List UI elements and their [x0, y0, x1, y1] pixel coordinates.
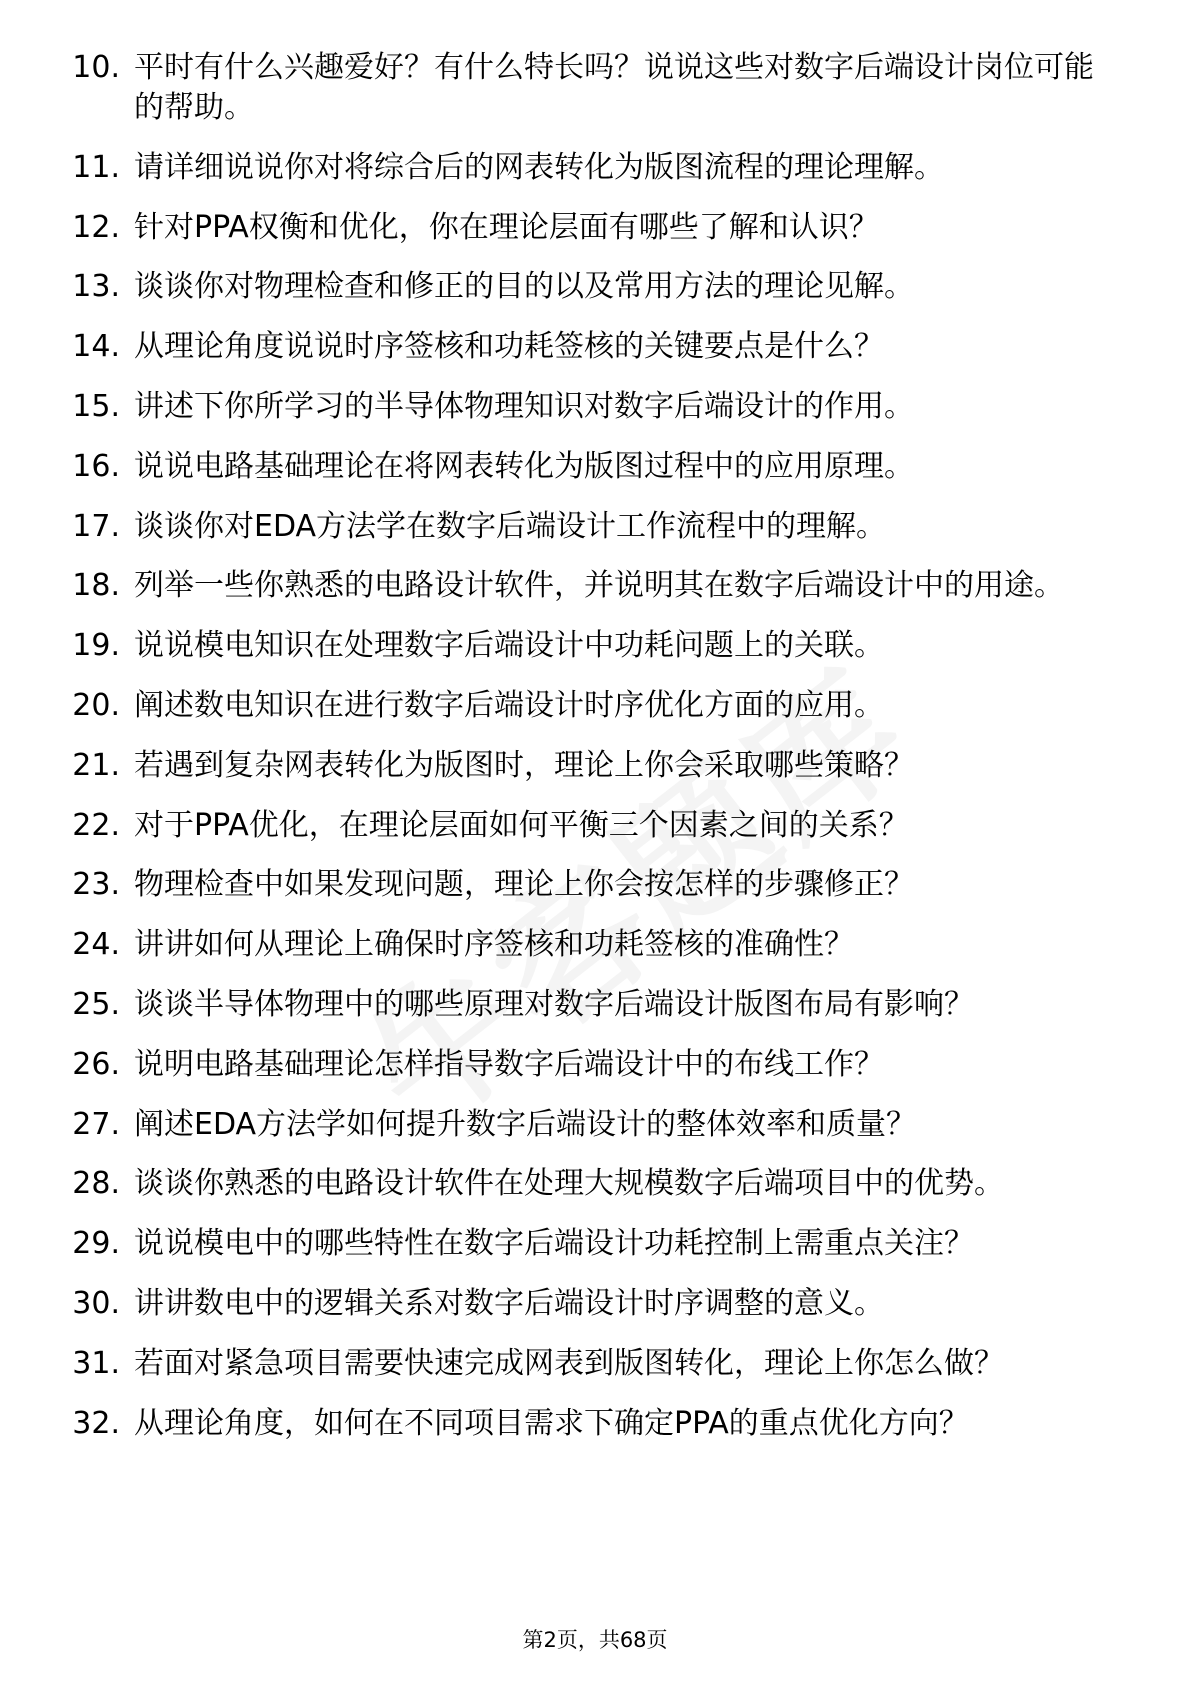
question-item — [52, 447, 1112, 487]
question-text: 说明电路基础理论怎样指导数字后端设计中的布线工作？ — [134, 1046, 884, 1082]
question-number: 15. — [72, 388, 120, 424]
question-item — [52, 925, 1112, 965]
question-number: 23. — [72, 867, 120, 903]
question-item — [52, 985, 1112, 1025]
question-item — [52, 1404, 1112, 1444]
question-text: 对于PPA优化，在理论层面如何平衡三个因素之间的关系？ — [134, 807, 909, 843]
question-item — [52, 746, 1112, 786]
question-list — [52, 48, 1112, 1463]
question-number: 11. — [72, 149, 120, 185]
question-item — [52, 1284, 1112, 1324]
question-number: 26. — [72, 1046, 120, 1082]
question-item — [52, 387, 1112, 427]
question-text: 谈谈半导体物理中的哪些原理对数字后端设计版图布局有影响？ — [134, 986, 974, 1022]
question-text: 针对PPA权衡和优化，你在理论层面有哪些了解和认识？ — [134, 209, 879, 245]
question-item — [52, 865, 1112, 905]
question-item — [52, 148, 1112, 188]
question-number: 30. — [72, 1285, 120, 1321]
question-number: 28. — [72, 1166, 120, 1202]
question-number: 32. — [72, 1405, 120, 1441]
question-item — [52, 48, 1112, 128]
question-number: 18. — [72, 568, 120, 604]
question-text: 物理检查中如果发现问题，理论上你会按怎样的步骤修正？ — [134, 867, 914, 903]
question-text: 谈谈你熟悉的电路设计软件在处理大规模数字后端项目中的优势。 — [134, 1166, 1004, 1202]
question-text: 讲讲如何从理论上确保时序签核和功耗签核的准确性？ — [134, 927, 854, 963]
question-text: 讲讲数电中的逻辑关系对数字后端设计时序调整的意义。 — [134, 1285, 884, 1321]
question-item — [52, 626, 1112, 666]
question-number: 20. — [72, 687, 120, 723]
question-number: 31. — [72, 1345, 120, 1381]
question-text: 说说电路基础理论在将网表转化为版图过程中的应用原理。 — [134, 448, 914, 484]
question-item — [52, 1045, 1112, 1085]
question-number: 21. — [72, 747, 120, 783]
question-item — [52, 1344, 1112, 1384]
question-text: 阐述数电知识在进行数字后端设计时序优化方面的应用。 — [134, 687, 884, 723]
question-text: 从理论角度说说时序签核和功耗签核的关键要点是什么？ — [134, 329, 884, 365]
question-number: 29. — [72, 1226, 120, 1262]
question-item — [52, 267, 1112, 307]
question-number: 27. — [72, 1106, 120, 1142]
question-text: 从理论角度，如何在不同项目需求下确定PPA的重点优化方向？ — [134, 1405, 969, 1441]
question-text: 说说模电中的哪些特性在数字后端设计功耗控制上需重点关注？ — [134, 1226, 974, 1262]
question-item — [52, 806, 1112, 846]
question-number: 17. — [72, 508, 120, 544]
question-item — [52, 1164, 1112, 1204]
question-text: 请详细说说你对将综合后的网表转化为版图流程的理论理解。 — [134, 149, 944, 185]
question-text: 说说模电知识在处理数字后端设计中功耗问题上的关联。 — [134, 628, 884, 664]
question-text: 谈谈你对物理检查和修正的目的以及常用方法的理论见解。 — [134, 269, 914, 305]
question-number: 22. — [72, 807, 120, 843]
question-number: 13. — [72, 269, 120, 305]
question-item — [52, 1105, 1112, 1145]
question-item — [52, 1224, 1112, 1264]
question-item — [52, 208, 1112, 248]
question-text: 阐述EDA方法学如何提升数字后端设计的整体效率和质量？ — [134, 1106, 917, 1142]
question-text: 若遇到复杂网表转化为版图时，理论上你会采取哪些策略？ — [134, 747, 914, 783]
question-number: 10. — [72, 50, 120, 85]
question-text: 平时有什么兴趣爱好？有什么特长吗？说说这些对数字后端设计岗位可能的帮助。 — [134, 50, 1094, 125]
question-number: 12. — [72, 209, 120, 245]
question-text: 讲述下你所学习的半导体物理知识对数字后端设计的作用。 — [134, 388, 914, 424]
question-number: 16. — [72, 448, 120, 484]
question-text: 若面对紧急项目需要快速完成网表到版图转化，理论上你怎么做？ — [134, 1345, 1004, 1381]
question-number: 25. — [72, 986, 120, 1022]
question-number: 14. — [72, 329, 120, 365]
question-item — [52, 566, 1112, 606]
question-item — [52, 686, 1112, 726]
question-item — [52, 327, 1112, 367]
question-text: 谈谈你对EDA方法学在数字后端设计工作流程中的理解。 — [134, 508, 887, 544]
question-number: 24. — [72, 927, 120, 963]
question-number: 19. — [72, 628, 120, 664]
question-text: 列举一些你熟悉的电路设计软件，并说明其在数字后端设计中的用途。 — [134, 568, 1064, 604]
question-item — [52, 507, 1112, 547]
page-footer: 第2页，共68页 — [522, 1628, 668, 1652]
